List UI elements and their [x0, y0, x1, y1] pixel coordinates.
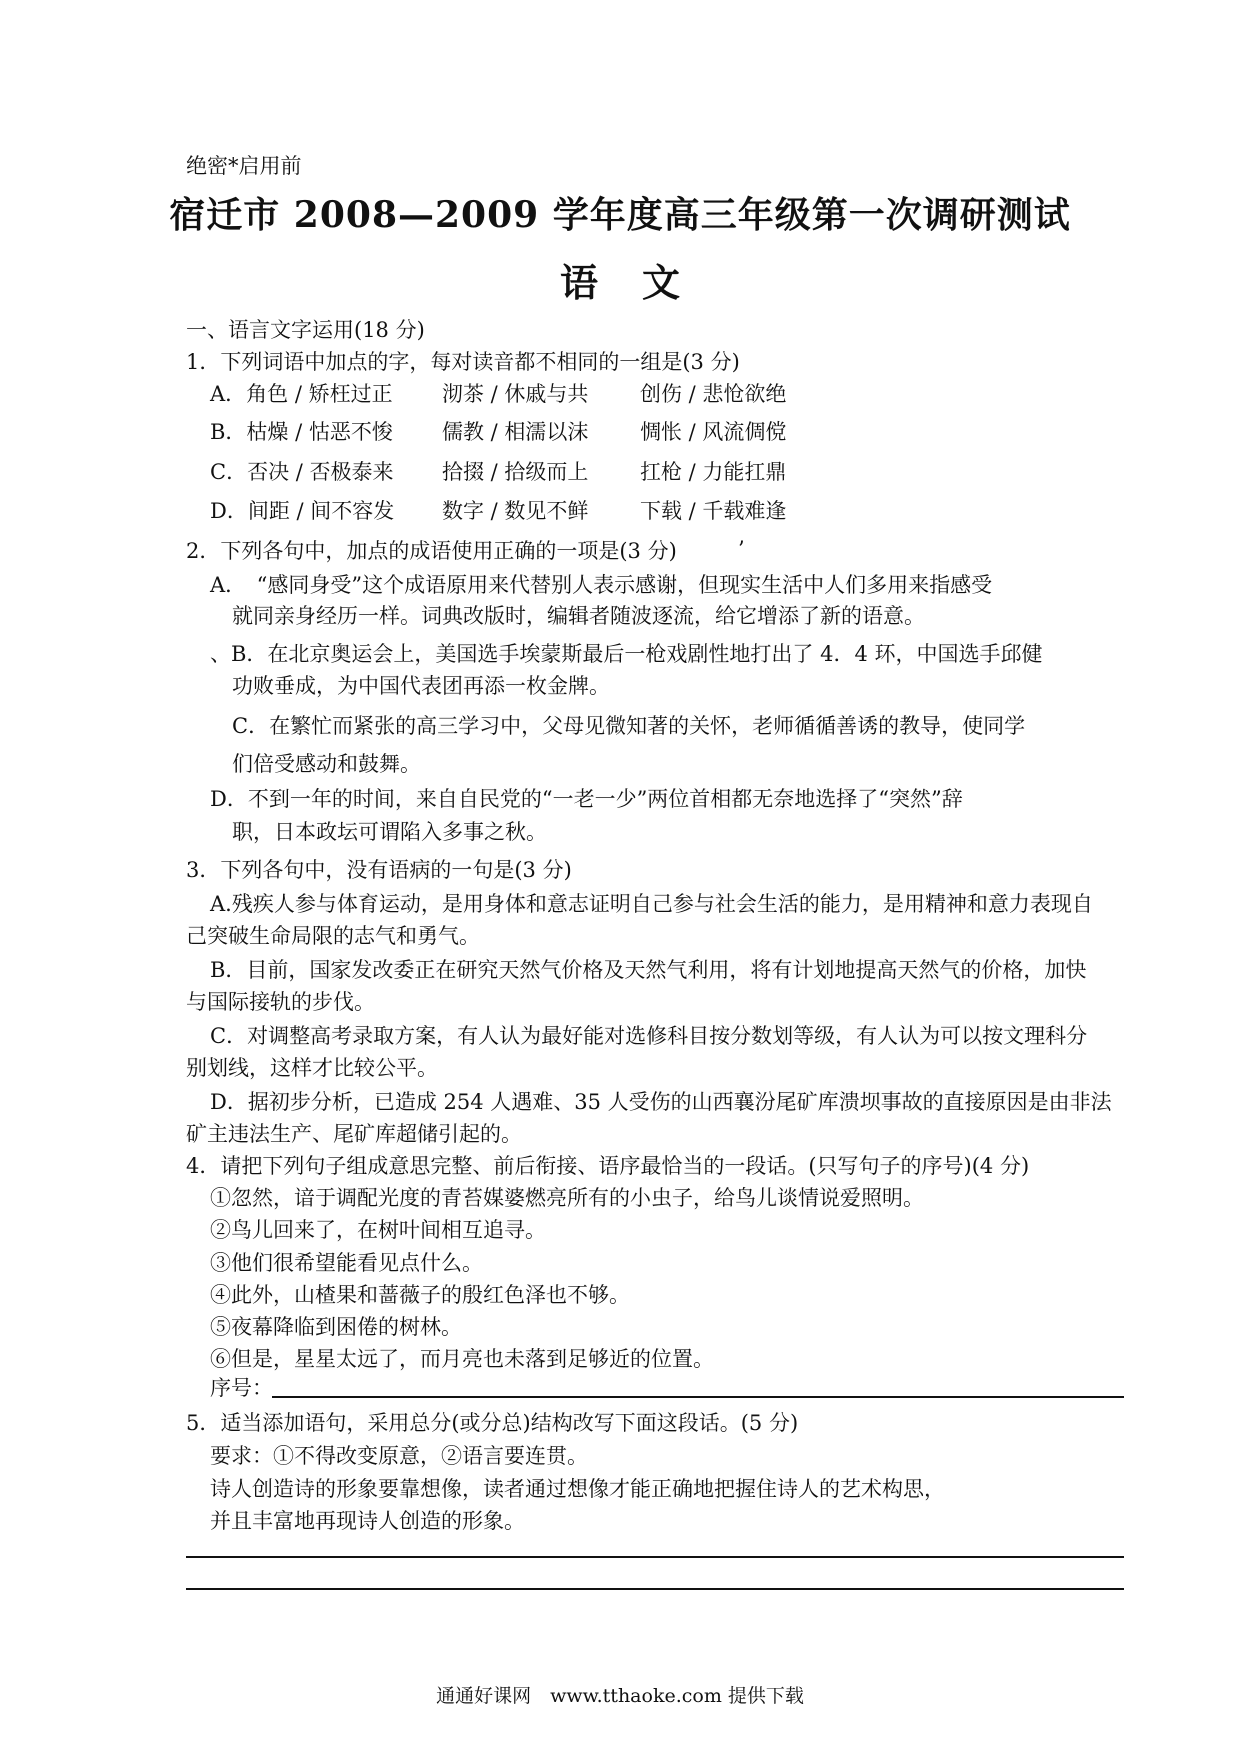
q2-option-c-line1: C．在繁忙而紧张的高三学习中，父母见微知著的关怀，老师循循善诱的教导，使同学 — [232, 714, 1026, 738]
q1-option-b-col2: 儒教 / 相濡以沫 — [442, 420, 589, 444]
q5-requirement: 要求：①不得改变原意，②语言要连贯。 — [210, 1444, 588, 1468]
q4-sentence-5: ⑤夜幕降临到困倦的树林。 — [210, 1315, 462, 1339]
q1-option-a-col2: 沏茶 / 休戚与共 — [442, 382, 589, 406]
q3-option-c-line2: 别划线，这样才比较公平。 — [186, 1056, 438, 1080]
q3-option-b-line2: 与国际接轨的步伐。 — [186, 990, 375, 1014]
q5-stem: 5．适当添加语句，采用总分(或分总)结构改写下面这段话。(5 分) — [186, 1411, 799, 1435]
q2-option-c-line2: 们倍受感动和鼓舞。 — [232, 752, 421, 776]
q3-option-d-line1: D．据初步分析，已造成 254 人遇难、35 人受伤的山西襄汾尾矿库溃坝事故的直接原因是由非法 — [210, 1090, 1112, 1114]
answer-sequence-label: 序号： — [210, 1376, 273, 1400]
q1-option-c-col2: 拾掇 / 拾级而上 — [442, 460, 589, 484]
q2-option-d-line1: D．不到一年的时间，来自自民党的“一老一少”两位首相都无奈地选择了“突然”辞 — [210, 787, 963, 811]
subject-title: 语文 — [559, 260, 724, 305]
q1-option-a-col1: A．角色 / 矫枉过正 — [210, 382, 393, 406]
q5-passage-line1: 诗人创造诗的形象要靠想像，读者通过想像才能正确地把握住诗人的艺术构思， — [210, 1477, 945, 1501]
confidential-mark: 绝密*启用前 — [186, 154, 302, 178]
q1-option-b-col1: B．枯燥 / 怙恶不悛 — [210, 420, 393, 444]
q3-option-d-line2: 矿主违法生产、尾矿库超储引起的。 — [186, 1122, 522, 1146]
footer-source: 通通好课网 www.tthaoke.com 提供下载 — [436, 1685, 804, 1707]
q3-stem: 3．下列各句中，没有语病的一句是(3 分) — [186, 858, 572, 882]
answer-line-1[interactable] — [186, 1556, 1124, 1558]
q3-option-a-line2: 己突破生命局限的志气和勇气。 — [186, 924, 480, 948]
q3-option-a-line1: A.残疾人参与体育运动，是用身体和意志证明自己参与社会生活的能力，是用精神和意力表现自 — [210, 892, 1093, 916]
q2-option-d-line2: 职，日本政坛可谓陷入多事之秋。 — [232, 820, 547, 844]
q3-option-c-line1: C．对调整高考录取方案，有人认为最好能对选修科目按分数划等级，有人认为可以按文理科分 — [210, 1024, 1088, 1048]
q2-option-a-line2: 就同亲身经历一样。词典改版时，编辑者随波逐流，给它增添了新的语意。 — [232, 604, 925, 628]
q1-stem: 1．下列词语中加点的字，每对读音都不相同的一组是(3 分) — [186, 350, 740, 374]
q1-option-b-col3: 惆怅 / 风流倜傥 — [640, 420, 787, 444]
q4-stem: 4．请把下列句子组成意思完整、前后衔接、语序最恰当的一段话。(只写句子的序号)(4 分) — [186, 1154, 1030, 1178]
q1-option-c-col1: C．否决 / 否极泰来 — [210, 460, 394, 484]
q1-option-d-col1: D．间距 / 间不容发 — [210, 499, 395, 523]
exam-title: 宿迁市 2008—2009 学年度高三年级第一次调研测试 — [169, 194, 1071, 236]
q1-option-d-col3: 下载 / 千载难逢 — [640, 499, 787, 523]
q1-option-c-col3: 扛枪 / 力能扛鼎 — [640, 460, 787, 484]
q4-sentence-3: ③他们很希望能看见点什么。 — [210, 1251, 483, 1275]
stray-mark: ’ — [738, 537, 745, 561]
q4-sentence-4: ④此外，山楂果和蔷薇子的殷红色泽也不够。 — [210, 1283, 630, 1307]
q4-sentence-6: ⑥但是，星星太远了，而月亮也未落到足够近的位置。 — [210, 1347, 714, 1371]
q1-option-a-col3: 创伤 / 悲怆欲绝 — [640, 382, 787, 406]
q4-sentence-1: ①忽然，谙于调配光度的青苔媒婆燃亮所有的小虫子，给鸟儿谈情说爱照明。 — [210, 1186, 924, 1210]
q2-option-b-line2: 功败垂成，为中国代表团再添一枚金牌。 — [232, 674, 610, 698]
q1-option-d-col2: 数字 / 数见不鲜 — [442, 499, 589, 523]
answer-line-2[interactable] — [186, 1588, 1124, 1590]
q2-option-a-line1: A． “感同身受”这个成语原用来代替别人表示感谢，但现实生活中人们多用来指感受 — [210, 573, 993, 597]
section-heading: 一、语言文字运用(18 分) — [186, 318, 425, 342]
q2-option-b-line1: 、B．在北京奥运会上，美国选手埃蒙斯最后一枪戏剧性地打出了 4．4 环，中国选手邱健 — [210, 642, 1043, 666]
q2-stem: 2．下列各句中，加点的成语使用正确的一项是(3 分) — [186, 539, 677, 563]
answer-blank-line[interactable] — [272, 1396, 1124, 1398]
q5-passage-line2: 并且丰富地再现诗人创造的形象。 — [210, 1509, 525, 1533]
q3-option-b-line1: B．目前，国家发改委正在研究天然气价格及天然气利用，将有计划地提高天然气的价格，加快 — [210, 958, 1087, 982]
q4-sentence-2: ②鸟儿回来了，在树叶间相互追寻。 — [210, 1218, 546, 1242]
